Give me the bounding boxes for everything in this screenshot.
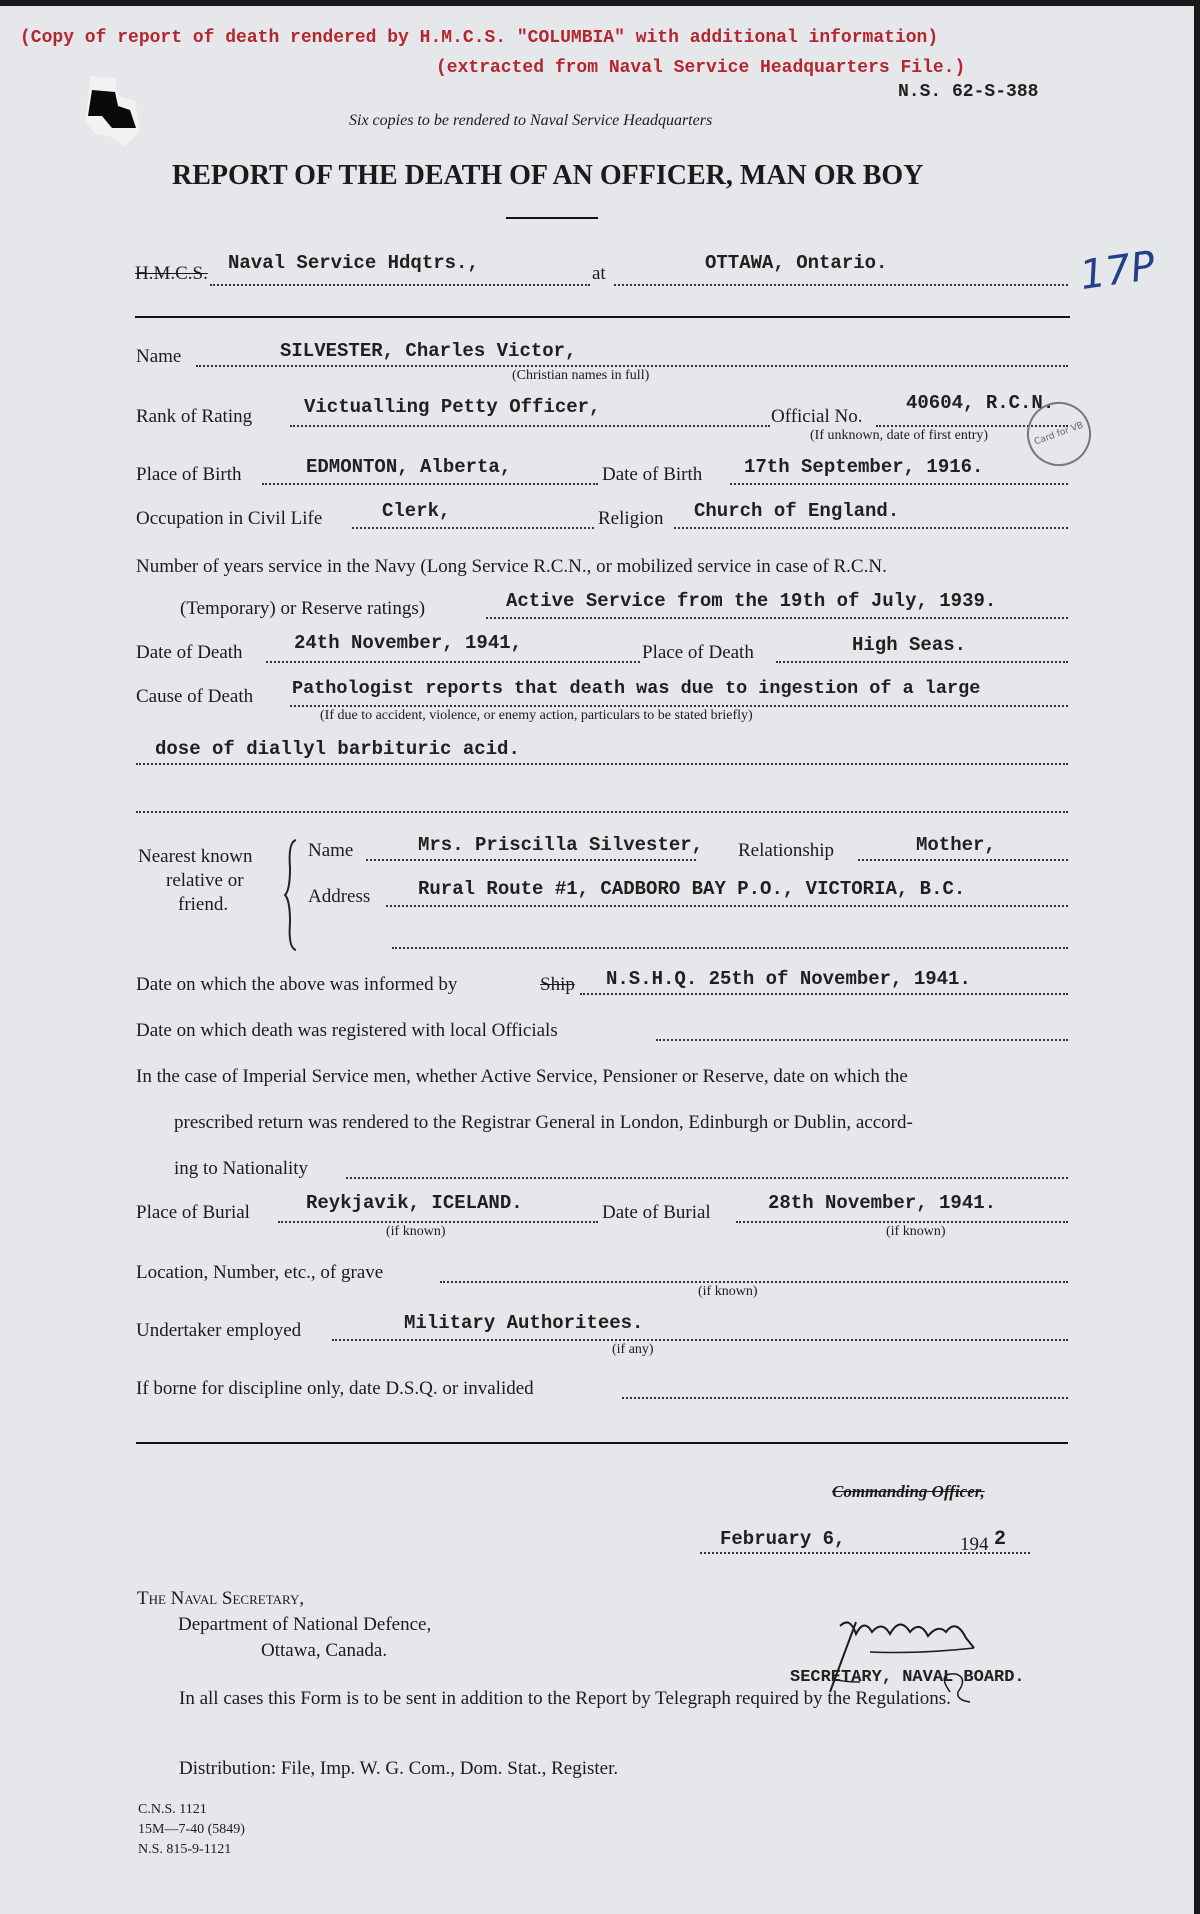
birth-date-value: 17th September, 1916. (744, 456, 984, 478)
birth-place-value: EDMONTON, Alberta, (306, 456, 512, 478)
dotted-line (210, 284, 590, 286)
informed-struck-ship: Ship (540, 974, 575, 995)
dotted-line (266, 661, 640, 663)
cause-hint: (If due to accident, violence, or enemy action, particulars to be stated briefly) (320, 708, 753, 723)
official-no-label: Official No. (771, 406, 863, 427)
imperial-text-1: In the case of Imperial Service men, whether Active Service, Pensioner or Reserve, date on which the (136, 1066, 908, 1087)
official-no-hint: (If unknown, date of first entry) (810, 428, 989, 443)
dotted-line (196, 365, 1068, 367)
copies-note: Six copies to be rendered to Naval Service Headquarters (349, 112, 713, 129)
dotted-line (366, 859, 696, 861)
occupation-value: Clerk, (382, 500, 451, 522)
red-header-line-1: (Copy of report of death rendered by H.M.C.S. "COLUMBIA" with additional information) (20, 28, 939, 48)
red-header-line-2: (extracted from Naval Service Headquarters File.) (436, 58, 966, 78)
dotted-line (858, 859, 1068, 861)
section-rule (135, 316, 1070, 318)
death-date-label: Date of Death (136, 642, 243, 663)
name-label: Name (136, 346, 182, 367)
dotted-line (674, 527, 1068, 529)
dotted-line (656, 1039, 1068, 1041)
cause-value-2: dose of diallyl barbituric acid. (155, 738, 520, 760)
torn-hole-icon (80, 76, 150, 146)
form-code-3: N.S. 815-9-1121 (138, 1842, 232, 1857)
title-underline (506, 217, 598, 219)
grave-label: Location, Number, etc., of grave (136, 1262, 384, 1283)
service-value: Active Service from the 19th of July, 1939. (506, 590, 997, 612)
dotted-line (386, 905, 1068, 907)
imperial-text-2: prescribed return was rendered to the Registrar General in London, Edinburgh or Dublin, accord- (174, 1112, 913, 1133)
dotted-line (614, 284, 1068, 286)
dotted-line (440, 1281, 1068, 1283)
name-value: SILVESTER, Charles Victor, (280, 340, 577, 362)
dotted-line (278, 1221, 598, 1223)
informed-label: Date on which the above was informed by (136, 974, 458, 995)
at-value: OTTAWA, Ontario. (705, 252, 888, 274)
death-place-label: Place of Death (642, 642, 754, 663)
registered-label: Date on which death was registered with local Officials (136, 1020, 558, 1041)
form-code-1: C.N.S. 1121 (138, 1802, 207, 1817)
religion-label: Religion (598, 508, 664, 529)
grave-hint: (if known) (698, 1284, 758, 1299)
dotted-line (736, 1221, 1068, 1223)
relative-name-label: Name (308, 840, 354, 861)
dotted-line (352, 527, 594, 529)
religion-value: Church of England. (694, 500, 900, 522)
brace-icon (284, 838, 300, 952)
burial-place-value: Reykjavik, ICELAND. (306, 1192, 523, 1214)
form-code-2: 15M—7-40 (5849) (138, 1822, 245, 1837)
naval-secretary-address-3: Ottawa, Canada. (261, 1640, 388, 1661)
dotted-line (136, 811, 1068, 813)
at-label: at (592, 263, 606, 284)
address-label: Address (308, 886, 371, 907)
death-place-value: High Seas. (852, 634, 967, 656)
death-date-value: 24th November, 1941, (294, 632, 523, 654)
burial-date-value: 28th November, 1941. (768, 1192, 997, 1214)
dotted-line (622, 1397, 1068, 1399)
dotted-line (730, 483, 1068, 485)
page-title: REPORT OF THE DEATH OF AN OFFICER, MAN OR BOY (172, 160, 924, 191)
relative-group-label-2: relative or (166, 870, 244, 891)
service-label-1: Number of years service in the Navy (Long Service R.C.N., or mobilized service in case of R.C.N. (136, 556, 887, 577)
distribution: Distribution: File, Imp. W. G. Com., Dom. Stat., Register. (179, 1758, 619, 1779)
burial-date-label: Date of Burial (602, 1202, 711, 1223)
struck-commanding-officer: Commanding Officer, (832, 1482, 985, 1501)
birth-date-label: Date of Birth (602, 464, 703, 485)
official-no-value: 40604, R.C.N. (906, 392, 1055, 414)
name-hint: (Christian names in full) (512, 368, 650, 383)
file-number: N.S. 62-S-388 (898, 82, 1039, 102)
occupation-label: Occupation in Civil Life (136, 508, 323, 529)
hmcs-label: H.M.C.S. (135, 263, 208, 284)
imperial-text-3: ing to Nationality (174, 1158, 309, 1179)
dotted-line (776, 661, 1068, 663)
discipline-label: If borne for discipline only, date D.S.Q. or invalided (136, 1378, 534, 1399)
dotted-line (136, 763, 1068, 765)
dotted-line (486, 617, 1068, 619)
rank-label: Rank of Rating (136, 406, 253, 427)
rank-value: Victualling Petty Officer, (304, 396, 601, 418)
cause-value-1: Pathologist reports that death was due to ingestion of a large (292, 678, 981, 699)
naval-secretary-address-1: The Naval Secretary, (137, 1588, 305, 1609)
dotted-line (580, 993, 1068, 995)
dotted-line (332, 1339, 1068, 1341)
cause-label: Cause of Death (136, 686, 254, 707)
dotted-line (392, 947, 1068, 949)
undertaker-label: Undertaker employed (136, 1320, 302, 1341)
section-rule (136, 1442, 1068, 1444)
handwritten-margin-note: 17P (1077, 243, 1158, 299)
undertaker-value: Military Authoritees. (404, 1312, 644, 1334)
informed-value: N.S.H.Q. 25th of November, 1941. (606, 968, 971, 990)
relative-name-value: Mrs. Priscilla Silvester, (418, 834, 704, 856)
dotted-line (290, 425, 770, 427)
burial-date-hint: (if known) (886, 1224, 946, 1239)
signature-date: February 6, (720, 1528, 846, 1550)
dotted-line (346, 1177, 1068, 1179)
burial-place-label: Place of Burial (136, 1202, 250, 1223)
dotted-line (262, 483, 598, 485)
signer-title: SECRETARY, NAVAL BOARD. (790, 1668, 1025, 1687)
dotted-line (290, 705, 1068, 707)
card-stamp: Card for VB (1018, 393, 1100, 475)
signature-year-prefix: 194 (960, 1534, 989, 1555)
relative-group-label-3: friend. (178, 894, 229, 915)
relationship-label: Relationship (738, 840, 835, 861)
service-label-2: (Temporary) or Reserve ratings) (180, 598, 426, 619)
naval-secretary-address-2: Department of National Defence, (178, 1614, 432, 1635)
relative-group-label-1: Nearest known (138, 846, 253, 867)
birth-place-label: Place of Birth (136, 464, 242, 485)
document-page (0, 6, 1194, 1914)
form-note: In all cases this Form is to be sent in addition to the Report by Telegraph required by the Regulations. (179, 1688, 951, 1709)
burial-place-hint: (if known) (386, 1224, 446, 1239)
hmcs-value: Naval Service Hdqtrs., (228, 252, 479, 274)
undertaker-hint: (if any) (612, 1342, 654, 1357)
signature-year-suffix: 2 (994, 1528, 1007, 1551)
address-value: Rural Route #1, CADBORO BAY P.O., VICTORIA, B.C. (418, 878, 966, 900)
relationship-value: Mother, (916, 834, 996, 856)
